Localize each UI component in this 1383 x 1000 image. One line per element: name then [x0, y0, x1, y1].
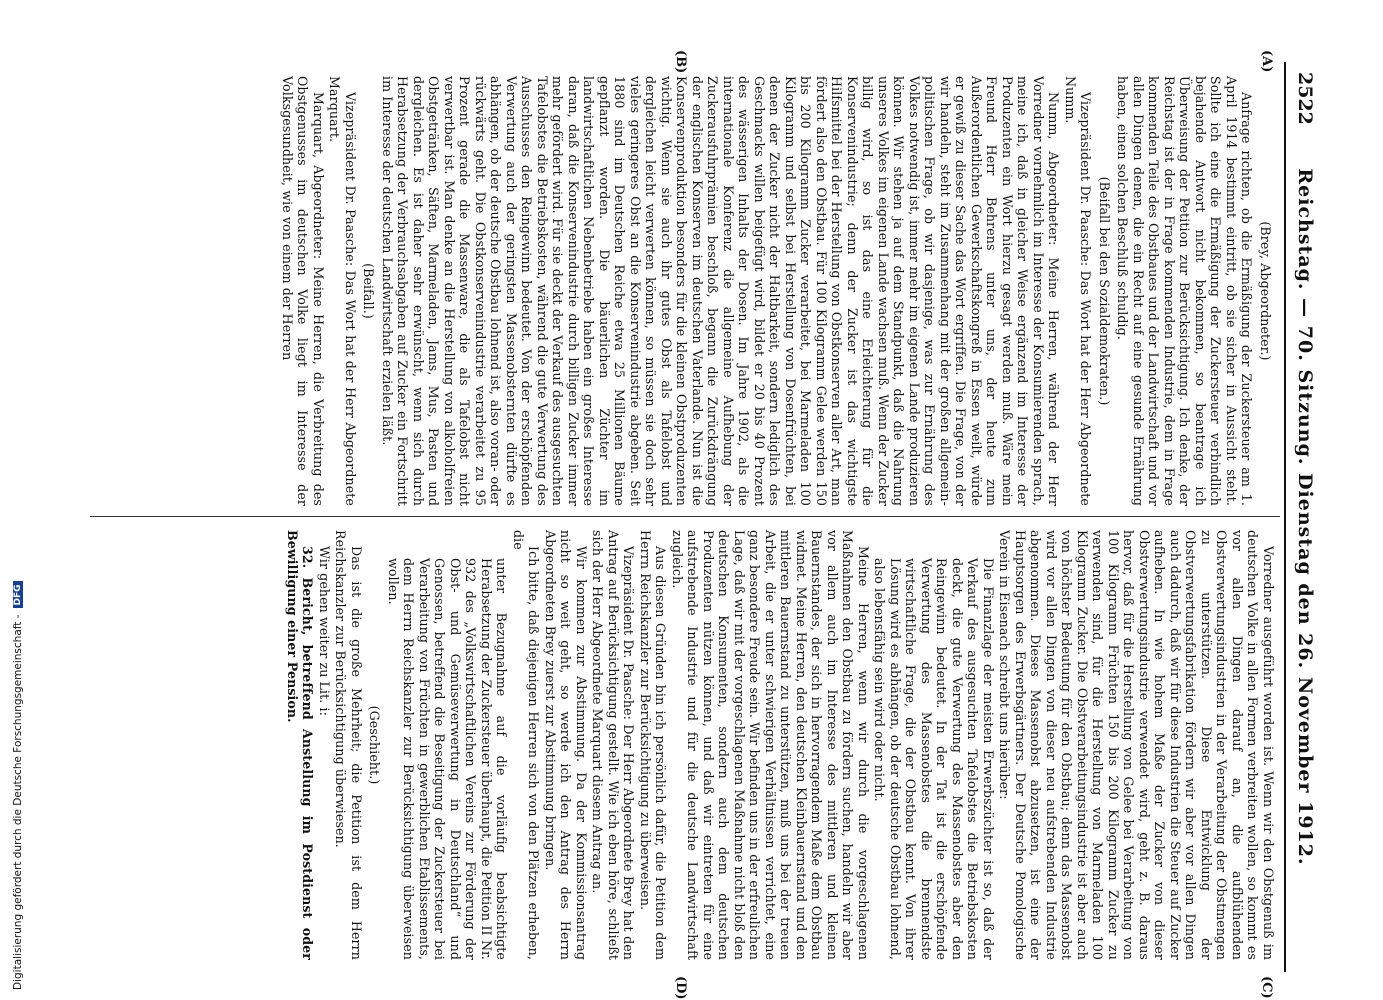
page-number: 2522: [1294, 72, 1316, 125]
paragraph: Ich bitte, daß diejenigen Herren sich von den Plätzen erheben, die: [511, 530, 542, 960]
margin-marker-a: (A): [1259, 50, 1274, 73]
paragraph: Wir gehen weiter zu Lit. i:: [317, 546, 332, 716]
margin-marker-d: (D): [673, 976, 688, 1000]
right-text-column: [284, 530, 1277, 960]
paragraph: Numm, Abgeordneter: Meine Herren, während der Herr Vorredner vornehmlich im Interesse der Konsumierenden sprach, meine ich, daß in gleicher Weise ergänzend im Interesse der Produzenten ein Wort hierzu gesagt werden muß. Wäre mein Freund Herr Behrens unter uns, der heute zum Außerordentlichen Gewerkschaftskongreß in Essen weilt, würde er gewiß zu dieser Sache das Wort ergriffen. Die Frage, von der wir handeln, steht im Zusammenhang mit der großen allgemein-politischen Frage, ob wir dasjenige, was zur Ernährung des Volkes notwendig ist, immer mehr im eigenen Lande produzieren können. Wir stehen ja auf dem Standpunkt, daß die Nahrung unseres Volkes im eigenen Lande wachsen muß. Wenn der Zucker billig wird, so ist das eine Erleichterung für die Konservenindustrie; denn der Zucker ist das wichtigste Hilfsmittel bei der Herstellung von Obstkonserven aller Art, man fördert also den Obstbau. Für 100 Kilogramm Gelee werden 150 bis 200 Kilogramm Zucker verarbeitet, bei Marmeladen 100 Kilogramm und selbst bei Herstellung von Dosenfrüchten, bei denen der Zucker nicht der Haltbarkeit, sondern lediglich des Geschmacks willen beigefügt wird, bildet er 20 bis 40 Prozent des wässerigen Inhalts der Dosen. Im Jahre 1902, als die internationale Konferenz die allgemeine Aufhebung der Zuckerausfuhrprämien beschloß, begann die Zurückdrängung der englischen Konserven im deutschen Vaterlande. Nun ist die Konservenproduktion besonders für die kleinen Obstproduzenten wichtig. Wenn sie auch ihr gutes Obst als Tafelobst und dergleichen leicht verwerten können, so müssen sie doch sehr vieles geringeres Obst an die Konservenindustrie abgeben. Seit 1880 sind im Deutschen Reiche etwa 25 Millionen Bäume gepflanzt worden. Die bäuerlichen Züchter im landwirtschaftlichen Nebenbetriebe haben ein großes Interesse daran, daß die Konservenindustrie durch billigen Zucker immer mehr gefördert wird. Für sie deckt der Verkauf des ausgesuchten Tafelobstes die Betriebskosten, während die gute Verwertung des Ausschusses den Reingewinn bedeutet. Von der erschöpfenden Verwertung auch der geringsten Massenobsternten dürfte es abhängen, ob der deutsche Obstbau lohnend ist, also voran- oder rückwärts geht. Die Obstkonservenindustrie verarbeitet zu 95 Prozent gerade die Massenware, die als Tafelobst nicht verwertbar ist. Man denke an die Herstellung von alkoholfreien Obstgetränken, Säften, Marmeladen, Jams, Mus, Pasten und dergleichen. Es ist daher sehr erwünscht, wenn sich durch Herabsetzung der Verbrauchsabgaben auf Zucker ein Fortschritt im Interesse der deutschen Landwirtschaft erzielen läßt.: [380, 76, 1062, 506]
paragraph: Aus diesen Gründen bin ich persönlich dafür, die Petition dem Herrn Reichskanzler zur Berücksichtigung zu überweisen.: [638, 530, 669, 960]
page-title: Reichstag. — 70. Sitzung. Dienstag den 26. November 1912.: [1294, 168, 1316, 866]
margin-marker-b: (B): [673, 50, 688, 74]
paragraph: Vorredner ausgeführt worden ist. Wenn wir den Obstgenuß im deutschen Volke in allen Formen verbreiten wollen, so kommt es vor allen Dingen darauf an, die aufblühenden Obstverwertungsindustrien in der Verarbeitung der Obstmengen zu unterstützen. Diese Entwicklung der Obstverwertungsfabrikation fördern wir aber vor allen Dingen auch dadurch, daß wir für diese Industrien die Steuer auf Zucker aufheben. In wie hohem Maße der Zucker von dieser Obstverwertungsindustrie verwendet wird, geht z. B. daraus hervor, daß für die Herstellung von Gelee bei Verarbeitung von 100 Kilogramm Früchten 150 bis 200 Kilogramm Zucker zu verwenden sind, für die Herstellung von Marmeladen 100 Kilogramm Zucker. Die Obstverarbeitungsindustrie ist aber auch von höchster Bedeutung für den Obstbau; denn das Massenobst wird vor allen Dingen von dieser neu aufstrebenden Industrie abgenommen. Dieses Massenobst abzusetzen, ist eine der Hauptsorgen des Erwerbsgärtners. Der Deutsche Pomologische Verein in Eisenach schreibt uns hierüber:: [997, 530, 1276, 960]
dfg-logo: DFG: [13, 581, 23, 608]
stage-direction: (Geschieht.): [367, 705, 383, 785]
paragraph: Meine Herren, wenn wir durch die vorgeschlagenen Maßnahmen den Obstbau zu fördern suchen, handeln wir aber vor allem auch im Interesse des mittleren und kleinen Bauernstandes, der sich in hervorragendem Maße dem Obstbau widmet. Meine Herren, den deutschen Kleinbauernstand und den mittleren Bauernstand zu unterstützen, muß uns bei der treuen Arbeit, die er unter schwierigen Verhältnissen verrichtet, eine ganz besondere Freude sein. Wir befinden uns in der erfreulichen Lage, daß wir mit der vorgeschlagenen Maßnahme nicht bloß den deutschen Konsumenten, sondern auch dem deutschen Produzenten nützen können, und daß wir eintreten für eine aufstrebende Industrie und für die deutsche Landwirtschaft zugleich.: [670, 530, 871, 960]
margin-marker-c: (C): [1259, 976, 1274, 999]
stage-direction: (Beifall.): [361, 263, 377, 319]
page-header: [1286, 62, 1320, 972]
quoted-block: Die Finanzlage der meisten Erwerbszüchter ist so, daß der Verkauf des ausgesuchten Tafelobstes die Betriebskosten deckt, die gute Verwertung des Massenobstes aber den Reingewinn bedeutet. In der Tat ist die erschöpfende Verwertung des Massenobstes die brennendste wirtschaftliche Frage, die der Obstbau kennt. Von ihrer Lösung wird es abhängen, ob der deutsche Obstbau lohnend, also lebensfähig sein wird oder nicht.: [872, 558, 996, 960]
credit-text: Digitalisierung gefördert durch die Deutsche Forschungsgemeinschaft -: [12, 614, 24, 990]
digitization-credit: [12, 581, 24, 990]
quoted-block: unter Bezugnahme auf die vorläufig beabsichtigte Herabsetzung der Zuckersteuer überhaupt, die Petition II Nr. 932 des „Volkswirtschaftlichen Vereins zur Förderung der Obst- und Gemüseverwertung in Deutschland“ und Genossen, betreffend die Beseitigung der Zuckersteuer bei Verarbeitung von Früchten in gewerblichen Etablissements, dem Herrn Reichskanzler zur Berücksichtigung überweisen wollen.: [386, 558, 510, 960]
paragraph: Vizepräsident Dr. Paasche: Der Herr Abgeordnete Brey hat den Antrag auf Berücksichtigung gestellt. Wie ich eben höre, schließt sich der Herr Abgeordnete Marquart diesem Antrag an.: [590, 530, 637, 960]
paragraph: Vizepräsident Dr. Paasche: Das Wort hat der Herr Abgeordnete Marquart.: [327, 76, 358, 506]
document-page: [70, 50, 1320, 1000]
left-text-column: [279, 76, 1277, 506]
header-rule: [1284, 62, 1286, 972]
stage-direction: (Beifall bei den Sozialdemokraten.): [1097, 176, 1112, 406]
column-divider: [90, 516, 1280, 517]
speaker-continuation: (Brey, Abgeordneter.): [1258, 221, 1273, 361]
paragraph: Anfrage richten, ob die Ermäßigung der Zuckersteuer am 1. April 1914 bestimmt eintritt, ob sie sicher in Aussicht steht. Sollte ich eine die Ermäßigung der Zuckersteuer verbindlich bejahende Antwort nicht bekommen, so beantrage ich Überweisung der Petition zur Berücksichtigung. Ich denke, der Reichstag ist der in Frage kommenden Industrie, dem in Frage kommenden Teile des Obstbaues und der Landwirtschaft und vor allen Dingen denen, die ein Recht auf eine gesunde Ernährung haben, einen solchen Beschluß schuldig.: [1115, 76, 1255, 506]
agenda-item: 32. Bericht, betreffend Anstellung im Postdienst oder Bewilligung einer Pension.: [285, 530, 316, 960]
paragraph: Marquart, Abgeordneter: Meine Herren, die Verbreitung des Obstgenusses im deutschen Volke liegt im Interesse der Volksgesundheit, wie von einem der Herren: [280, 76, 326, 506]
paragraph: Vizepräsident Dr. Paasche: Das Wort hat der Herr Abgeordnete Numm.: [1063, 76, 1094, 506]
paragraph: Wir kommen zur Abstimmung. Da der Kommissionsantrag nicht so weit geht, so werde ich den Antrag des Herrn Abgeordneten Brey zuerst zur Abstimmung bringen.: [543, 530, 589, 960]
paragraph: Das ist die große Mehrheit; die Petition ist dem Herrn Reichskanzler zur Berücksichtigung überwiesen.: [333, 530, 364, 960]
